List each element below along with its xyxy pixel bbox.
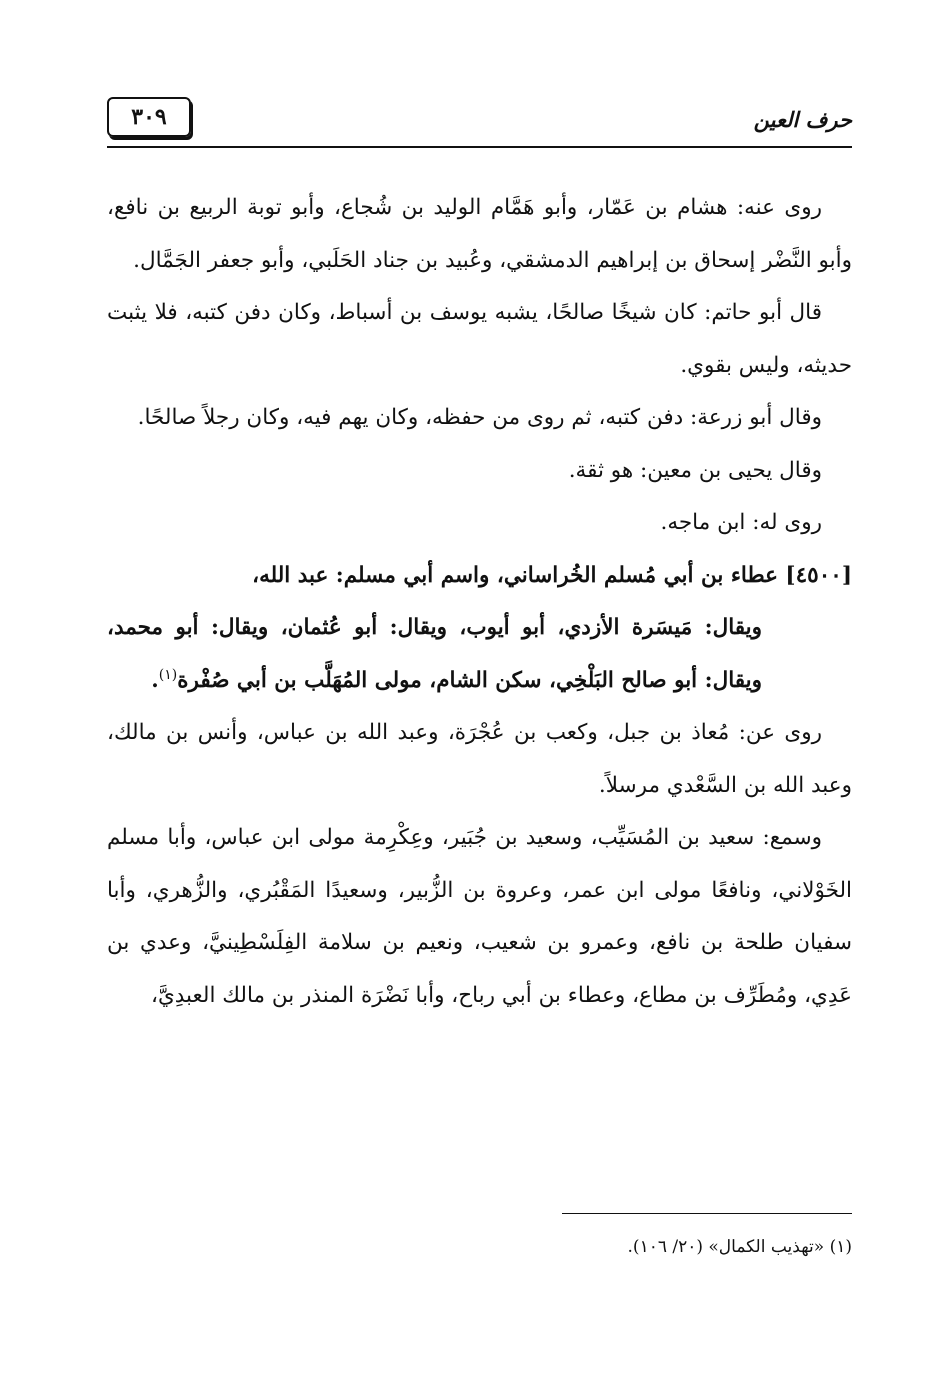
page-number: ٣٠٩ [107,97,191,137]
paragraph-ibn-main: وقال يحيى بن معين: هو ثقة. [568,457,822,483]
entry-heading-period: . [151,667,159,693]
footnote-rule [562,1213,852,1214]
footnote: (١) «تهذيب الكمال» (٢٠/ ١٠٦). [627,1237,852,1257]
paragraph-samia: وسمع: سعيد بن المُسَيِّب، وسعيد بن جُبَير، وعِكْرِمة مولى ابن عباس، وأبا مسلم الخَوْلاني، ونافعًا مولى ابن عمر، وعروة بن الزُّبير، وسعيدًا المَقْبُري، والزُّهري، وأبا سفيان طلحة بن نافع، وعمرو بن شعيب، ونعيم بن سلامة الفِلَسْطِينيَّ، وعدي بن عَدِي، ومُطَرِّف بن مطاع، وعطاء بن أبي رباح، وأبا نَضْرَة المنذر بن مالك العبدِيَّ، [107,825,852,1008]
paragraph-abu-hatim: قال أبو حاتم: كان شيخًا صالحًا، يشبه يوسف بن أسباط، وكان دفن كتبه، فلا يثبت حديثه، وليس بقوي. [107,300,852,378]
page-header [107,95,852,151]
main-text [107,182,852,1022]
footnote-reference[interactable]: (١) [158,666,178,683]
running-title: حرف العين [753,107,852,132]
entry-heading-line1: [٤٥٠٠] عطاء بن أبي مُسلم الخُراساني، واسم أبي مسلم: عبد الله، [252,562,852,588]
biography-entry-heading [107,550,852,708]
entry-heading-text: ويقال: مَيسَرة الأزدي، أبو أيوب، ويقال: أبو عُثمان، ويقال: أبو محمد، ويقال: أبو صالح البَلْخِي، سكن الشام، مولى المُهَلَّب بن أبي صُفْرة [107,615,762,693]
paragraph-narrators: روى عنه: هشام بن عَمّار، وأبو هَمَّام الوليد بن شُجاع، وأبو توبة الربيع بن نافع، وأبو النَّضْر إسحاق بن إبراهيم الدمشقي، وعُبيد بن جناد الحَلَبي، وأبو جعفر الجَمَّال. [107,195,852,273]
entry-heading-continuation [107,602,852,707]
header-rule [107,146,852,148]
paragraph-riwaya: روى له: ابن ماجه. [660,510,822,535]
paragraph-rawa-an: روى عن: مُعاذ بن جبل، وكعب بن عُجْرَة، وعبد الله بن عباس، وأنس بن مالك، وعبد الله بن السَّعْدي مرسلاً. [107,720,852,798]
paragraph-abu-zura: وقال أبو زرعة: دفن كتبه، ثم روى من حفظه، وكان يهم فيه، وكان رجلاً صالحًا. [137,405,822,430]
